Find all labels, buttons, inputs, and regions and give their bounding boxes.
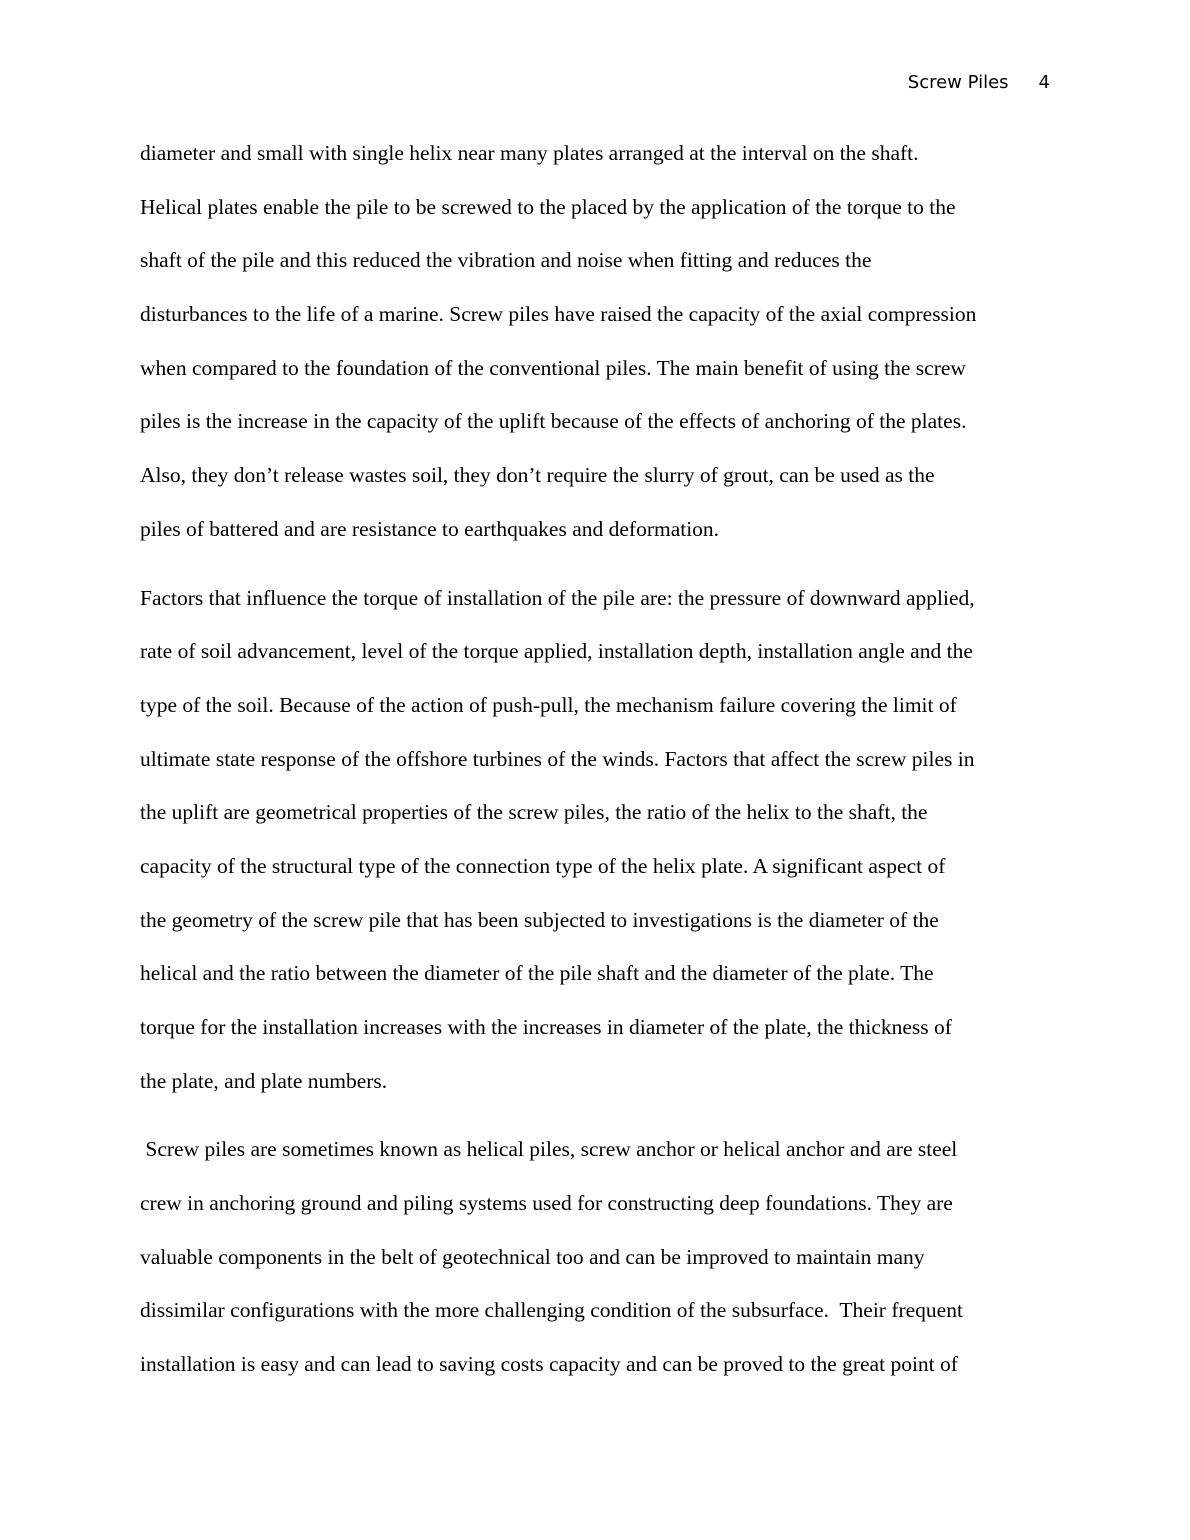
text-line: rate of soil advancement, level of the torque applied, installation depth, installation angle and the	[140, 639, 973, 664]
text-line: ultimate state response of the offshore turbines of the winds. Factors that affect the screw piles in	[140, 746, 975, 771]
text-line: capacity of the structural type of the connection type of the helix plate. A significant aspect of	[140, 853, 946, 878]
body-text	[140, 127, 1050, 1392]
text-line: Helical plates enable the pile to be screwed to the placed by the application of the torque to the	[140, 194, 956, 219]
text-line: helical and the ratio between the diameter of the pile shaft and the diameter of the plate. The	[140, 961, 934, 986]
paragraph-1	[140, 127, 1050, 557]
page-number: 4	[1038, 72, 1050, 93]
text-line: when compared to the foundation of the conventional piles. The main benefit of using the screw	[140, 355, 966, 380]
text-line: dissimilar configurations with the more challenging condition of the subsurface. Their frequent	[140, 1298, 963, 1323]
text-line: type of the soil. Because of the action of push-pull, the mechanism failure covering the limit of	[140, 692, 957, 717]
running-title: Screw Piles	[907, 72, 1009, 93]
text-line: Factors that influence the torque of installation of the pile are: the pressure of downward applied,	[140, 585, 975, 610]
page-header	[908, 70, 1050, 96]
text-line: piles of battered and are resistance to earthquakes and deformation.	[140, 516, 720, 541]
text-line: piles is the increase in the capacity of the uplift because of the effects of anchoring of the plates.	[140, 409, 967, 434]
text-line: installation is easy and can lead to saving costs capacity and can be proved to the great point of	[140, 1352, 958, 1377]
text-line: Screw piles are sometimes known as helical piles, screw anchor or helical anchor and are steel	[140, 1137, 958, 1162]
text-line: the uplift are geometrical properties of the screw piles, the ratio of the helix to the shaft, the	[140, 800, 928, 825]
text-line: shaft of the pile and this reduced the vibration and noise when fitting and reduces the	[140, 248, 872, 273]
paragraph-2	[140, 572, 1050, 1109]
text-line: disturbances to the life of a marine. Screw piles have raised the capacity of the axial compression	[140, 302, 977, 327]
text-line: Also, they don’t release wastes soil, they don’t require the slurry of grout, can be used as the	[140, 463, 935, 488]
text-line: diameter and small with single helix near many plates arranged at the interval on the shaft.	[140, 141, 919, 165]
text-line: crew in anchoring ground and piling systems used for constructing deep foundations. They are	[140, 1191, 953, 1216]
text-line: the plate, and plate numbers.	[140, 1068, 388, 1093]
text-line: torque for the installation increases with the increases in diameter of the plate, the thickness of	[140, 1015, 952, 1039]
text-line: the geometry of the screw pile that has been subjected to investigations is the diameter of the	[140, 907, 939, 932]
paragraph-3	[140, 1123, 1050, 1391]
text-line: valuable components in the belt of geotechnical too and can be improved to maintain many	[140, 1244, 925, 1269]
